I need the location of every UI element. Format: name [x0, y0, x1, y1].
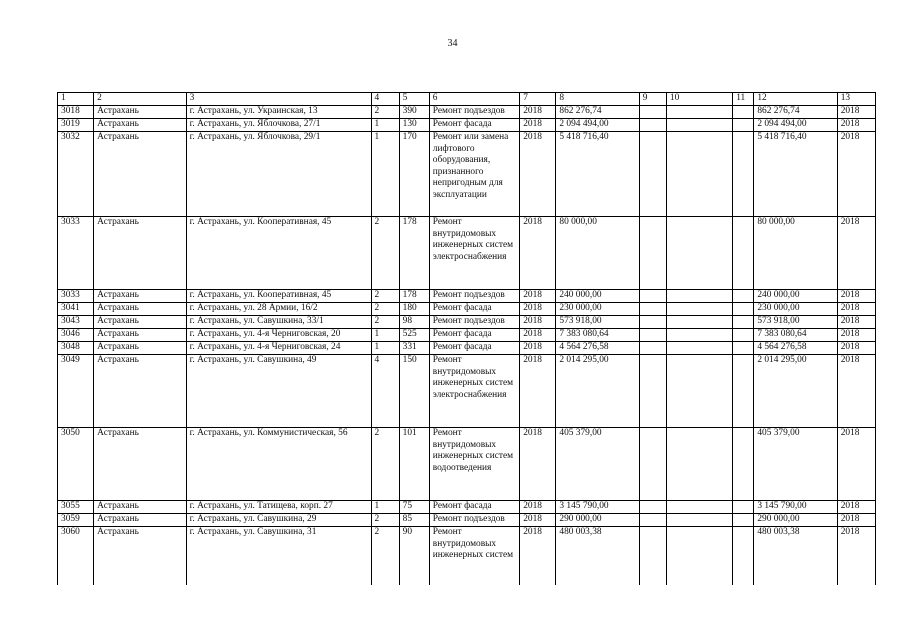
- col-4-cell: 2: [371, 290, 399, 303]
- col-4-cell: 1: [371, 342, 399, 355]
- col-10-cell: [666, 217, 732, 290]
- year-cell: 2018: [520, 514, 556, 527]
- row-id-cell: 3019: [58, 119, 94, 132]
- col-12-header: 12: [754, 93, 837, 106]
- col-10-cell: [666, 428, 732, 501]
- col-5-cell: 130: [399, 119, 429, 132]
- work-type-cell: Ремонт подъездов: [429, 290, 519, 303]
- cost-cell: 80 000,00: [556, 217, 639, 290]
- col-11-cell: [733, 355, 754, 428]
- col-10-header: 10: [666, 93, 732, 106]
- cost-cell: 405 379,00: [556, 428, 639, 501]
- city-cell: Астрахань: [94, 303, 186, 316]
- col-9-header: 9: [639, 93, 666, 106]
- row-id-cell: 3049: [58, 355, 94, 428]
- col-9-cell: [639, 217, 666, 290]
- col-11-cell: [733, 514, 754, 527]
- row-id-cell: 3060: [58, 527, 94, 585]
- col-10-cell: [666, 355, 732, 428]
- city-cell: Астрахань: [94, 106, 186, 119]
- col-4-cell: 4: [371, 355, 399, 428]
- col-13-year-cell: 2018: [837, 303, 875, 316]
- year-cell: 2018: [520, 106, 556, 119]
- address-cell: г. Астрахань, ул. Савушкина, 33/1: [186, 316, 371, 329]
- cost-cell: 7 383 080,64: [556, 329, 639, 342]
- col-10-cell: [666, 527, 732, 585]
- col-5-cell: 170: [399, 132, 429, 217]
- col-12-cost-cell: 80 000,00: [754, 217, 837, 290]
- year-cell: 2018: [520, 355, 556, 428]
- city-cell: Астрахань: [94, 329, 186, 342]
- col-5-cell: 178: [399, 217, 429, 290]
- cost-cell: 2 014 295,00: [556, 355, 639, 428]
- col-12-cost-cell: 862 276,74: [754, 106, 837, 119]
- col-5-cell: 180: [399, 303, 429, 316]
- col-5-cell: 90: [399, 527, 429, 585]
- city-cell: Астрахань: [94, 316, 186, 329]
- row-id-cell: 3033: [58, 290, 94, 303]
- cost-cell: 573 918,00: [556, 316, 639, 329]
- city-cell: Астрахань: [94, 501, 186, 514]
- work-type-cell: Ремонт подъездов: [429, 316, 519, 329]
- col-11-cell: [733, 303, 754, 316]
- row-id-cell: 3033: [58, 217, 94, 290]
- col-11-cell: [733, 329, 754, 342]
- table-row: [58, 342, 876, 355]
- col-4-cell: 2: [371, 303, 399, 316]
- year-cell: 2018: [520, 303, 556, 316]
- table-body: [58, 93, 876, 585]
- col-13-year-cell: 2018: [837, 316, 875, 329]
- col-4-cell: 2: [371, 106, 399, 119]
- table-row: [58, 329, 876, 342]
- col-4-cell: 1: [371, 501, 399, 514]
- city-cell: Астрахань: [94, 119, 186, 132]
- col-13-year-cell: 2018: [837, 527, 875, 585]
- col-5-cell: 150: [399, 355, 429, 428]
- work-type-cell: Ремонт фасада: [429, 501, 519, 514]
- city-cell: Астрахань: [94, 290, 186, 303]
- col-4-cell: 2: [371, 217, 399, 290]
- col-11-cell: [733, 290, 754, 303]
- col-9-cell: [639, 355, 666, 428]
- address-cell: г. Астрахань, ул. Яблочкова, 27/1: [186, 119, 371, 132]
- year-cell: 2018: [520, 342, 556, 355]
- cost-cell: 480 003,38: [556, 527, 639, 585]
- city-cell: Астрахань: [94, 132, 186, 217]
- col-9-cell: [639, 106, 666, 119]
- col-11-header: 11: [733, 93, 754, 106]
- work-type-cell: Ремонт подъездов: [429, 514, 519, 527]
- work-type-cell: Ремонт подъездов: [429, 106, 519, 119]
- col-13-year-cell: 2018: [837, 514, 875, 527]
- col-10-cell: [666, 514, 732, 527]
- col-13-year-cell: 2018: [837, 329, 875, 342]
- col-10-cell: [666, 106, 732, 119]
- col-5-cell: 98: [399, 316, 429, 329]
- col-1-header: 1: [58, 93, 94, 106]
- col-11-cell: [733, 527, 754, 585]
- col-4-cell: 2: [371, 514, 399, 527]
- table-row: [58, 106, 876, 119]
- col-10-cell: [666, 329, 732, 342]
- col-10-cell: [666, 290, 732, 303]
- col-5-cell: 390: [399, 106, 429, 119]
- data-table: [57, 92, 876, 585]
- col-5-cell: 525: [399, 329, 429, 342]
- table-row: [58, 355, 876, 428]
- address-cell: г. Астрахань, ул. Кооперативная, 45: [186, 290, 371, 303]
- table-row: [58, 303, 876, 316]
- col-13-year-cell: 2018: [837, 106, 875, 119]
- col-11-cell: [733, 119, 754, 132]
- work-type-cell: Ремонт внутридомовых инженерных систем: [429, 527, 519, 585]
- city-cell: Астрахань: [94, 514, 186, 527]
- col-4-header: 4: [371, 93, 399, 106]
- work-type-cell: Ремонт фасада: [429, 303, 519, 316]
- col-11-cell: [733, 428, 754, 501]
- col-9-cell: [639, 329, 666, 342]
- address-cell: г. Астрахань, ул. Украинская, 13: [186, 106, 371, 119]
- col-12-cost-cell: 2 094 494,00: [754, 119, 837, 132]
- year-cell: 2018: [520, 428, 556, 501]
- cost-cell: 5 418 716,40: [556, 132, 639, 217]
- table-row: [58, 501, 876, 514]
- table-row: [58, 217, 876, 290]
- col-12-cost-cell: 230 000,00: [754, 303, 837, 316]
- col-12-cost-cell: 573 918,00: [754, 316, 837, 329]
- col-12-cost-cell: 240 000,00: [754, 290, 837, 303]
- col-10-cell: [666, 303, 732, 316]
- cost-cell: 4 564 276,58: [556, 342, 639, 355]
- col-4-cell: 2: [371, 316, 399, 329]
- row-id-cell: 3043: [58, 316, 94, 329]
- row-id-cell: 3048: [58, 342, 94, 355]
- col-13-header: 13: [837, 93, 875, 106]
- table-row: [58, 119, 876, 132]
- col-4-cell: 2: [371, 527, 399, 585]
- work-type-cell: Ремонт фасада: [429, 342, 519, 355]
- year-cell: 2018: [520, 527, 556, 585]
- col-9-cell: [639, 119, 666, 132]
- col-11-cell: [733, 501, 754, 514]
- row-id-cell: 3050: [58, 428, 94, 501]
- col-4-cell: 1: [371, 132, 399, 217]
- col-13-year-cell: 2018: [837, 290, 875, 303]
- col-3-header: 3: [186, 93, 371, 106]
- year-cell: 2018: [520, 316, 556, 329]
- address-cell: г. Астрахань, ул. Кооперативная, 45: [186, 217, 371, 290]
- year-cell: 2018: [520, 217, 556, 290]
- year-cell: 2018: [520, 290, 556, 303]
- city-cell: Астрахань: [94, 355, 186, 428]
- row-id-cell: 3018: [58, 106, 94, 119]
- col-10-cell: [666, 501, 732, 514]
- col-11-cell: [733, 316, 754, 329]
- cost-cell: 230 000,00: [556, 303, 639, 316]
- col-5-header: 5: [399, 93, 429, 106]
- col-13-year-cell: 2018: [837, 428, 875, 501]
- col-11-cell: [733, 342, 754, 355]
- cost-cell: 862 276,74: [556, 106, 639, 119]
- cost-cell: 2 094 494,00: [556, 119, 639, 132]
- col-12-cost-cell: 480 003,38: [754, 527, 837, 585]
- col-5-cell: 178: [399, 290, 429, 303]
- address-cell: г. Астрахань, ул. Савушкина, 29: [186, 514, 371, 527]
- col-10-cell: [666, 342, 732, 355]
- col-12-cost-cell: 7 383 080,64: [754, 329, 837, 342]
- col-9-cell: [639, 527, 666, 585]
- col-8-header: 8: [556, 93, 639, 106]
- col-4-cell: 2: [371, 428, 399, 501]
- year-cell: 2018: [520, 119, 556, 132]
- col-5-cell: 75: [399, 501, 429, 514]
- cost-cell: 3 145 790,00: [556, 501, 639, 514]
- table-row: [58, 316, 876, 329]
- address-cell: г. Астрахань, ул. Савушкина, 49: [186, 355, 371, 428]
- row-id-cell: 3046: [58, 329, 94, 342]
- col-9-cell: [639, 132, 666, 217]
- address-cell: г. Астрахань, ул. Яблочкова, 29/1: [186, 132, 371, 217]
- row-id-cell: 3059: [58, 514, 94, 527]
- col-12-cost-cell: 3 145 790,00: [754, 501, 837, 514]
- col-13-year-cell: 2018: [837, 342, 875, 355]
- work-type-cell: Ремонт внутридомовых инженерных систем электроснабжения: [429, 355, 519, 428]
- col-13-year-cell: 2018: [837, 217, 875, 290]
- col-13-year-cell: 2018: [837, 119, 875, 132]
- cost-cell: 290 000,00: [556, 514, 639, 527]
- col-4-cell: 1: [371, 329, 399, 342]
- work-type-cell: Ремонт фасада: [429, 119, 519, 132]
- table-row: [58, 132, 876, 217]
- col-10-cell: [666, 119, 732, 132]
- address-cell: г. Астрахань, ул. 28 Армии, 16/2: [186, 303, 371, 316]
- col-11-cell: [733, 106, 754, 119]
- year-cell: 2018: [520, 329, 556, 342]
- col-9-cell: [639, 514, 666, 527]
- address-cell: г. Астрахань, ул. 4-я Черниговская, 20: [186, 329, 371, 342]
- col-13-year-cell: 2018: [837, 355, 875, 428]
- col-12-cost-cell: 290 000,00: [754, 514, 837, 527]
- col-2-header: 2: [94, 93, 186, 106]
- col-10-cell: [666, 132, 732, 217]
- col-10-cell: [666, 316, 732, 329]
- address-cell: г. Астрахань, ул. Татищева, корп. 27: [186, 501, 371, 514]
- col-9-cell: [639, 316, 666, 329]
- col-6-header: 6: [429, 93, 519, 106]
- work-type-cell: Ремонт внутридомовых инженерных систем водоотведения: [429, 428, 519, 501]
- table-row: [58, 428, 876, 501]
- header-row: [58, 93, 876, 106]
- address-cell: г. Астрахань, ул. 4-я Черниговская, 24: [186, 342, 371, 355]
- col-12-cost-cell: 2 014 295,00: [754, 355, 837, 428]
- col-7-header: 7: [520, 93, 556, 106]
- table-row: [58, 514, 876, 527]
- address-cell: г. Астрахань, ул. Савушкина, 31: [186, 527, 371, 585]
- col-12-cost-cell: 405 379,00: [754, 428, 837, 501]
- table-row: [58, 290, 876, 303]
- row-id-cell: 3032: [58, 132, 94, 217]
- col-5-cell: 85: [399, 514, 429, 527]
- col-9-cell: [639, 290, 666, 303]
- col-4-cell: 1: [371, 119, 399, 132]
- city-cell: Астрахань: [94, 342, 186, 355]
- col-13-year-cell: 2018: [837, 132, 875, 217]
- col-5-cell: 331: [399, 342, 429, 355]
- col-9-cell: [639, 428, 666, 501]
- col-12-cost-cell: 4 564 276,58: [754, 342, 837, 355]
- city-cell: Астрахань: [94, 527, 186, 585]
- col-13-year-cell: 2018: [837, 501, 875, 514]
- work-type-cell: Ремонт или замена лифтового оборудования, признанного непригодным для эксплуатации: [429, 132, 519, 217]
- col-9-cell: [639, 342, 666, 355]
- city-cell: Астрахань: [94, 217, 186, 290]
- col-9-cell: [639, 303, 666, 316]
- col-11-cell: [733, 132, 754, 217]
- work-type-cell: Ремонт внутридомовых инженерных систем электроснабжения: [429, 217, 519, 290]
- row-id-cell: 3055: [58, 501, 94, 514]
- col-11-cell: [733, 217, 754, 290]
- city-cell: Астрахань: [94, 428, 186, 501]
- row-id-cell: 3041: [58, 303, 94, 316]
- col-9-cell: [639, 501, 666, 514]
- year-cell: 2018: [520, 132, 556, 217]
- year-cell: 2018: [520, 501, 556, 514]
- cost-cell: 240 000,00: [556, 290, 639, 303]
- address-cell: г. Астрахань, ул. Коммунистическая, 56: [186, 428, 371, 501]
- col-12-cost-cell: 5 418 716,40: [754, 132, 837, 217]
- col-5-cell: 101: [399, 428, 429, 501]
- work-type-cell: Ремонт фасада: [429, 329, 519, 342]
- table-row: [58, 527, 876, 585]
- page-number: 34: [447, 38, 458, 49]
